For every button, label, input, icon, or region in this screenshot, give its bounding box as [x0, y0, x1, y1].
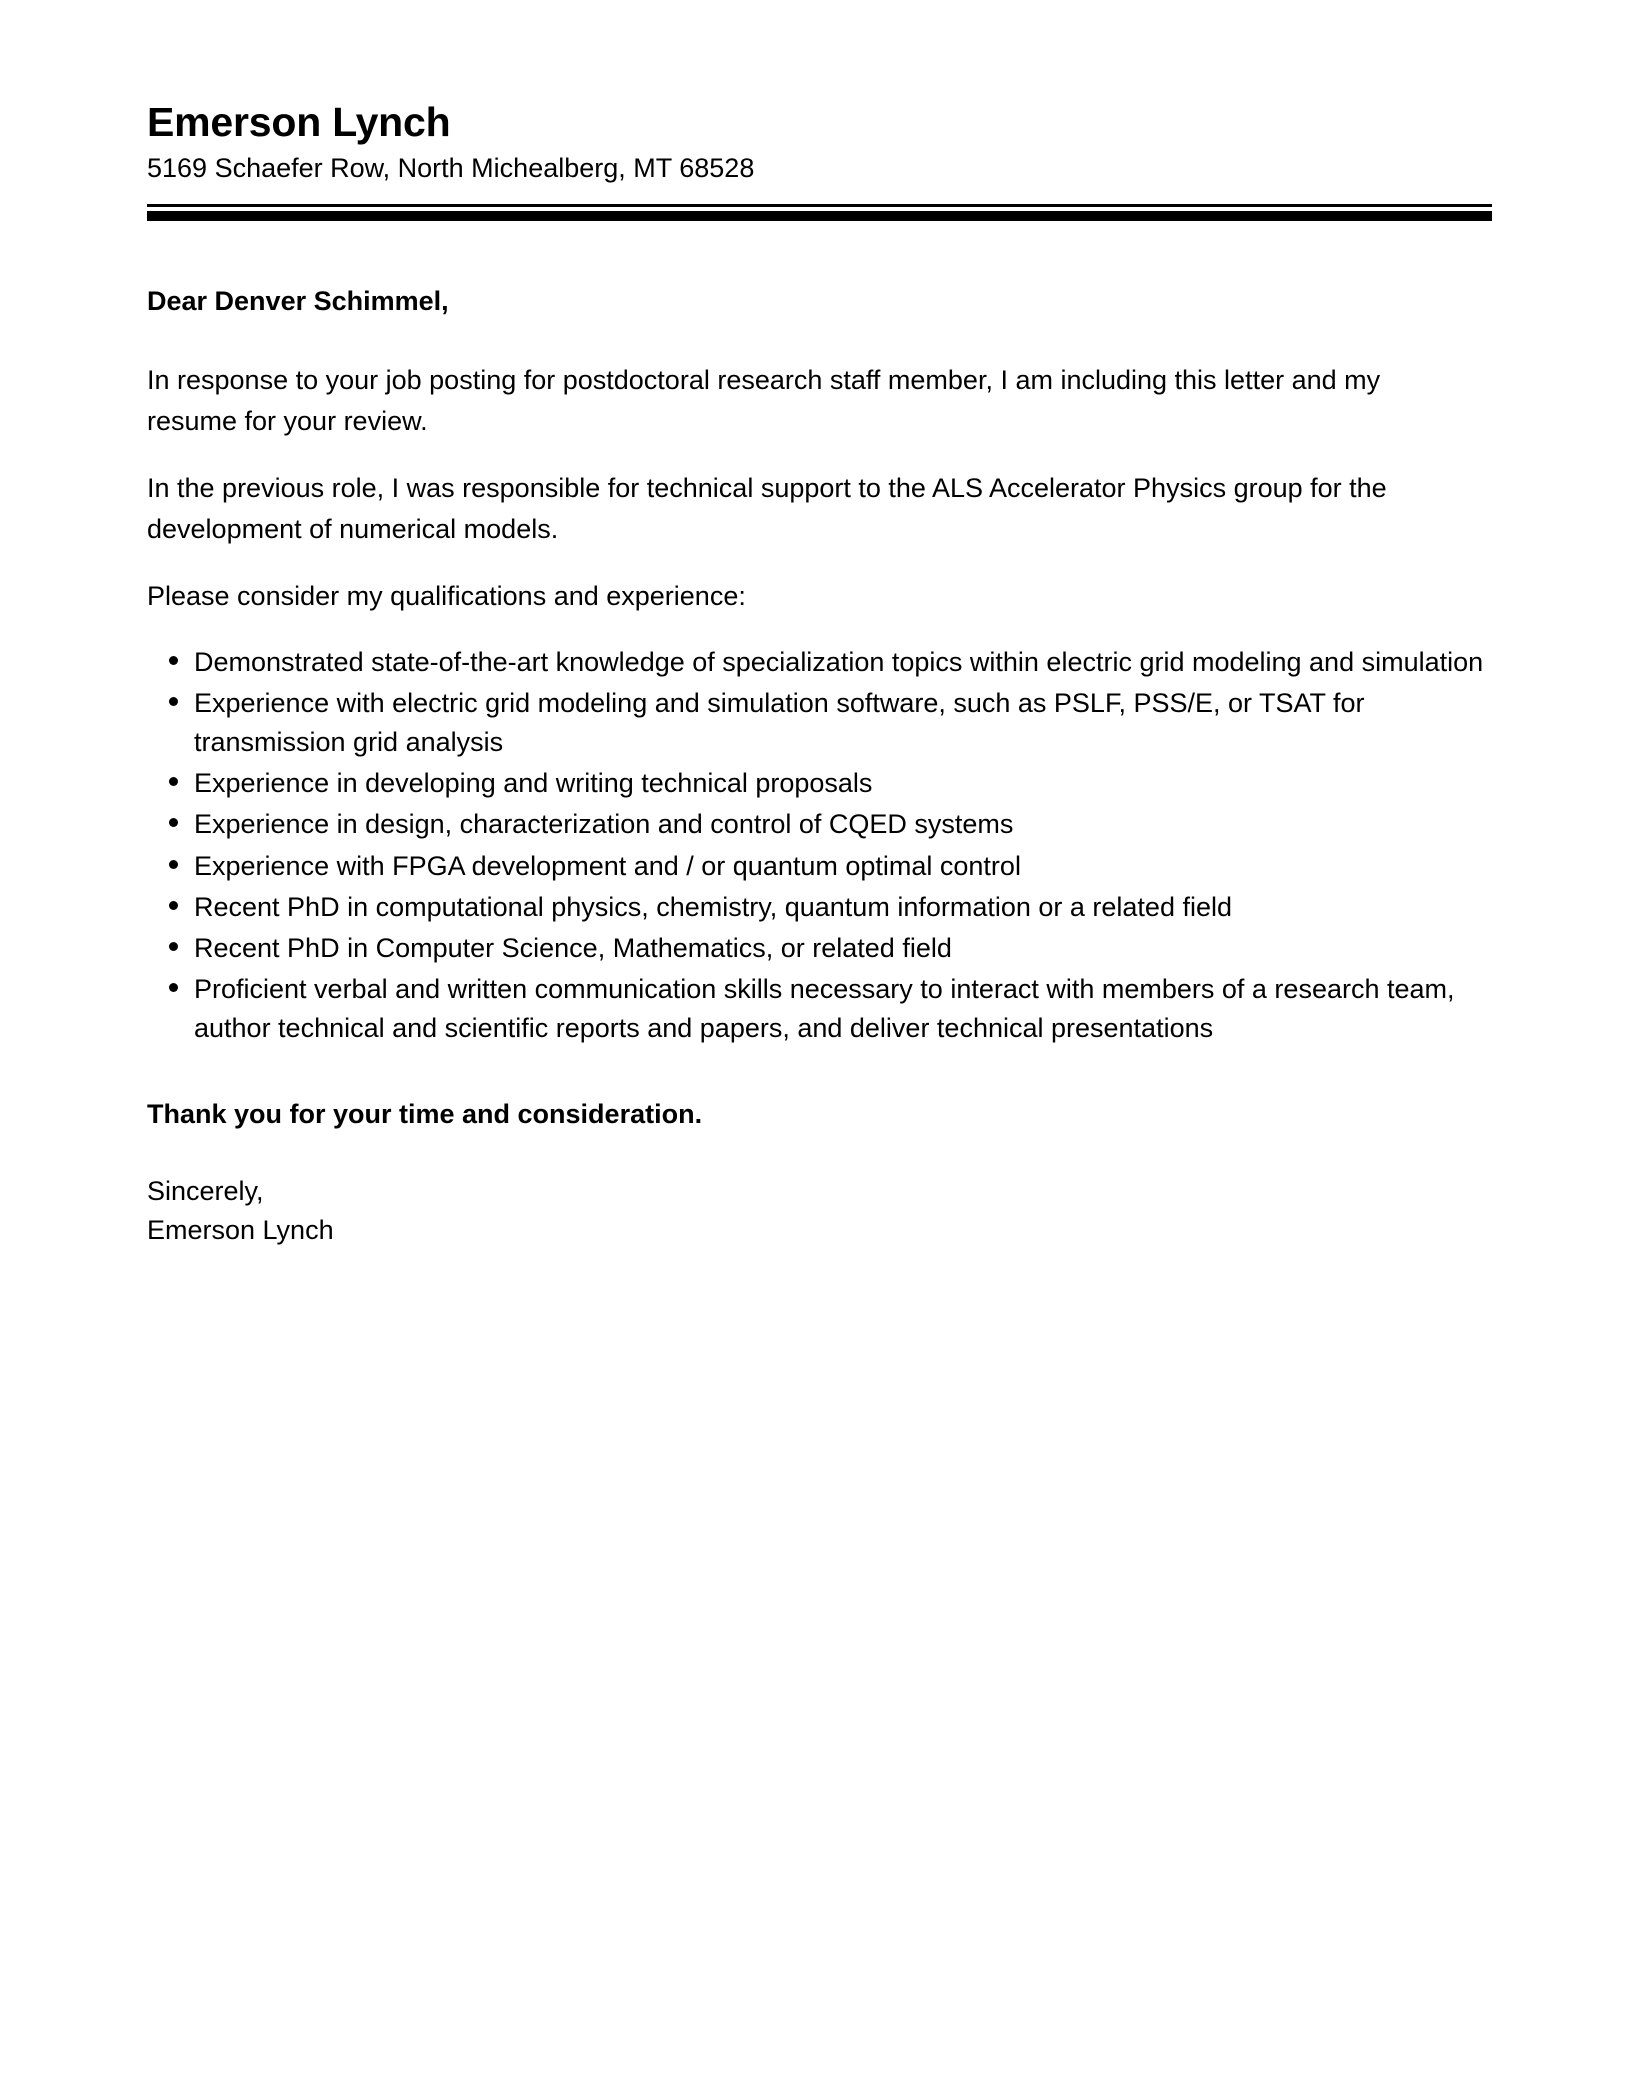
- divider-thick-bar: [147, 211, 1492, 221]
- list-item: [147, 929, 1492, 968]
- list-item: [147, 847, 1492, 886]
- bullet-icon: [169, 901, 178, 910]
- letter-body: [147, 221, 1492, 1250]
- list-item-text: Demonstrated state-of-the-art knowledge of specialization topics within electric grid modeling and simulation: [194, 646, 1484, 677]
- page-title: Emerson Lynch: [147, 99, 451, 145]
- bullet-icon: [169, 860, 178, 869]
- list-item-text: Proficient verbal and written communication skills necessary to interact with members of a research team, author technical and scientific reports and papers, and deliver technical presentations: [194, 974, 1455, 1044]
- list-item: [147, 684, 1492, 762]
- list-item: [147, 805, 1492, 844]
- sender-address: 5169 Schaefer Row, North Michealberg, MT 68528: [147, 152, 755, 183]
- list-item: [147, 888, 1492, 927]
- qualifications-list: [147, 643, 1492, 1048]
- qualifications-intro: Please consider my qualifications and experience:: [147, 580, 746, 611]
- bullet-icon: [169, 983, 178, 992]
- thank-you-line: Thank you for your time and consideration.: [147, 1099, 703, 1130]
- body-paragraph-1: In response to your job posting for postdoctoral research staff member, I am including this letter and my resume for your review.: [147, 364, 1381, 436]
- valediction: Sincerely,: [147, 1176, 264, 1207]
- list-item-text: Recent PhD in computational physics, chemistry, quantum information or a related field: [194, 891, 1232, 922]
- closing-block: [147, 1172, 1492, 1250]
- list-item-text: Experience with FPGA development and / or quantum optimal control: [194, 850, 1021, 881]
- list-item-text: Experience in developing and writing technical proposals: [194, 768, 873, 799]
- bullet-icon: [169, 697, 178, 706]
- list-item: [147, 643, 1492, 682]
- list-item: [147, 970, 1492, 1048]
- list-item-text: Recent PhD in Computer Science, Mathematics, or related field: [194, 932, 952, 963]
- bullet-icon: [169, 777, 178, 786]
- list-item-text: Experience in design, characterization and control of CQED systems: [194, 809, 1014, 840]
- bullet-icon: [169, 818, 178, 827]
- bullet-icon: [169, 942, 178, 951]
- bullet-icon: [169, 656, 178, 665]
- header-divider: [147, 204, 1492, 221]
- list-item-text: Experience with electric grid modeling and simulation software, such as PSLF, PSS/E, or TSAT for transmission grid analysis: [194, 688, 1365, 758]
- salutation: Dear Denver Schimmel,: [147, 286, 449, 317]
- signature-name: Emerson Lynch: [147, 1215, 334, 1246]
- list-item: [147, 764, 1492, 803]
- letterhead: [147, 0, 1492, 221]
- letter-sheet: [147, 0, 1492, 1250]
- body-paragraph-2: In the previous role, I was responsible for technical support to the ALS Accelerator Physics group for the development of numerical models.: [147, 472, 1387, 544]
